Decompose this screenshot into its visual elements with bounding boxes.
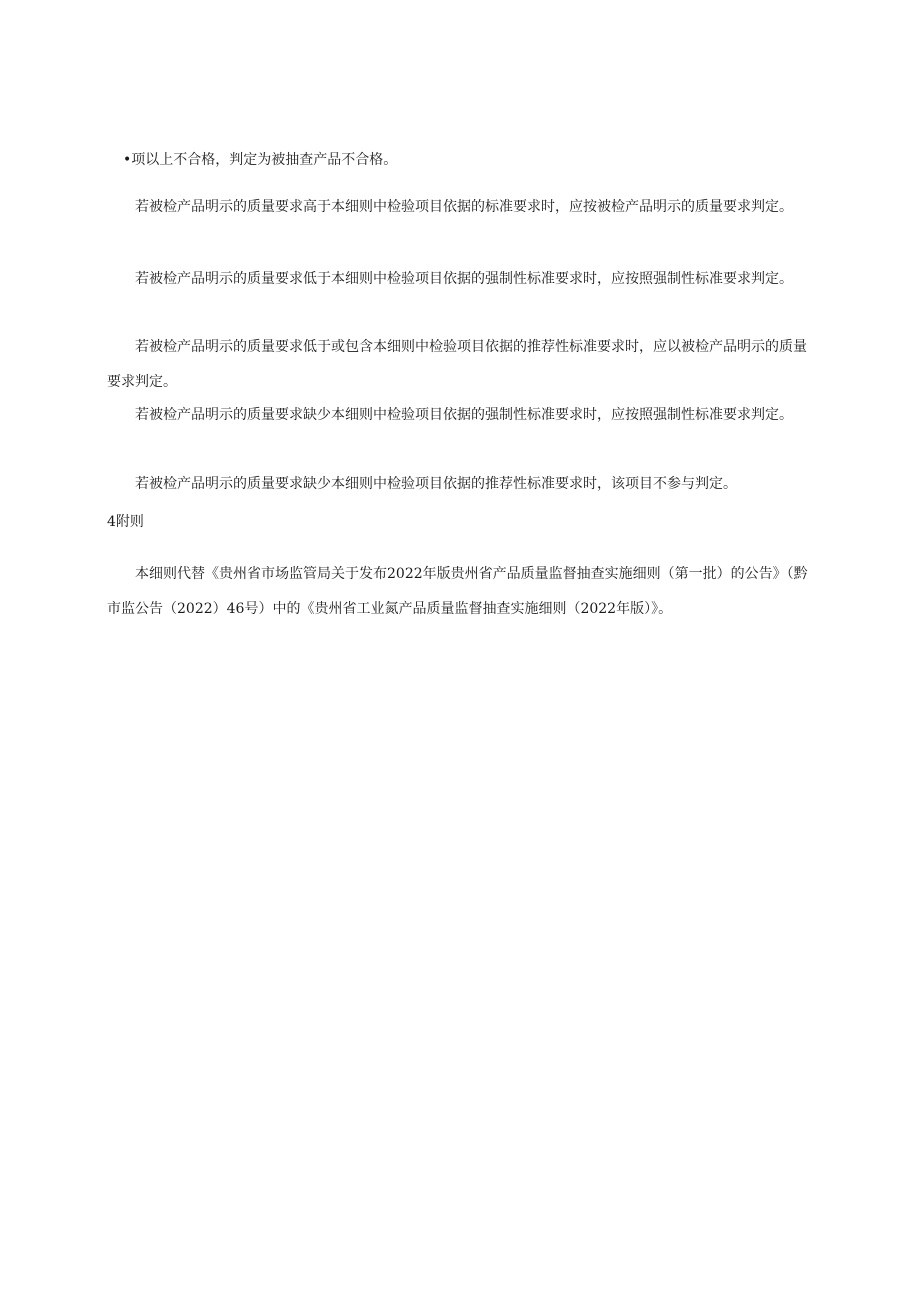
paragraph-4: 若被检产品明示的质量要求缺少本细则中检验项目依据的强制性标准要求时，应按照强制性标准要求判定。 — [135, 407, 793, 423]
bullet-line: •项以上不合格，判定为被抽查产品不合格。 — [123, 152, 398, 168]
section-heading: 4附则 — [107, 514, 144, 530]
paragraph-5: 若被检产品明示的质量要求缺少本细则中检验项目依据的推荐性标准要求时，该项目不参与判定。 — [135, 476, 737, 492]
final-paragraph: 本细则代替《贵州省市场监管局关于发布2022年版贵州省产品质量监督抽查实施细则（第一批）的公告》（黔市监公告（2022）46号）中的《贵州省工业氮产品质量监督抽查实施细则（2022年版）》。 — [107, 566, 808, 617]
paragraph-3: 若被检产品明示的质量要求低于或包含本细则中检验项目依据的推荐性标准要求时，应以被检产品明示的质量要求判定。 — [107, 339, 807, 390]
paragraph-1: 若被检产品明示的质量要求高于本细则中检验项目依据的标准要求时，应按被检产品明示的质量要求判定。 — [135, 199, 793, 215]
paragraph-2: 若被检产品明示的质量要求低于本细则中检验项目依据的强制性标准要求时，应按照强制性标准要求判定。 — [135, 271, 793, 287]
